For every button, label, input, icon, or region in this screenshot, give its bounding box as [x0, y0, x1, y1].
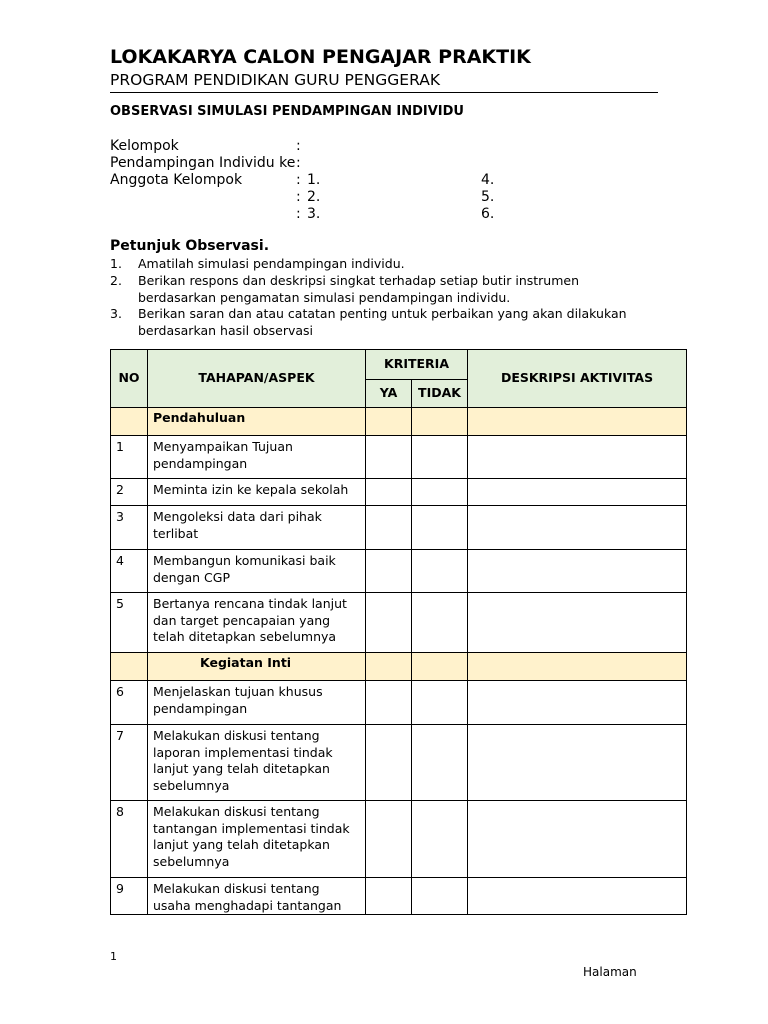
document-subtitle: PROGRAM PENDIDIKAN GURU PENGGERAK: [110, 71, 440, 89]
pendampingan-label: Pendampingan Individu ke: [110, 155, 296, 171]
section-no-cell: [111, 408, 148, 436]
row-ya-cell[interactable]: [366, 550, 412, 593]
table-header-row: [111, 350, 687, 380]
table-row: [111, 725, 687, 801]
observation-table: [110, 349, 687, 915]
table-row: [111, 593, 687, 653]
row-aspek: Menjelaskan tujuan khusus pendampingan: [148, 681, 366, 725]
table-row: [111, 479, 687, 506]
title-divider: [110, 92, 658, 93]
petunjuk-number-2: 2.: [110, 273, 122, 288]
anggota-slot-5: 5.: [481, 189, 495, 205]
anggota-label: Anggota Kelompok: [110, 172, 243, 188]
footer-halaman: Halaman: [583, 965, 637, 979]
row-ya-cell[interactable]: [366, 479, 412, 506]
row-tidak-cell[interactable]: [412, 878, 468, 915]
petunjuk-item-3-line-1: Berikan saran dan atau catatan penting untuk perbaikan yang akan dilakukan: [138, 306, 627, 321]
row-no: 3: [111, 506, 148, 550]
anggota-sep-2: :: [296, 189, 301, 205]
row-tidak-cell[interactable]: [412, 436, 468, 479]
row-ya-cell[interactable]: [366, 725, 412, 801]
row-tidak-cell[interactable]: [412, 725, 468, 801]
row-tidak-cell[interactable]: [412, 593, 468, 653]
row-deskripsi-cell[interactable]: [468, 725, 687, 801]
row-ya-cell[interactable]: [366, 681, 412, 725]
row-aspek: Meminta izin ke kepala sekolah: [148, 479, 366, 506]
row-aspek: Membangun komunikasi baik dengan CGP: [148, 550, 366, 593]
petunjuk-item-1-line-1: Amatilah simulasi pendampingan individu.: [138, 256, 405, 271]
row-deskripsi-cell[interactable]: [468, 479, 687, 506]
section-ya-cell: [366, 408, 412, 436]
anggota-slot-3: 3.: [307, 206, 321, 222]
header-kriteria: KRITERIA: [366, 350, 468, 380]
table-row: [111, 436, 687, 479]
row-no: 7: [111, 725, 148, 801]
petunjuk-item-3-line-2: berdasarkan hasil observasi: [138, 323, 314, 338]
table-row: [111, 878, 687, 915]
kelompok-separator: :: [296, 138, 301, 154]
row-deskripsi-cell[interactable]: [468, 801, 687, 878]
row-aspek: Melakukan diskusi tentang tantangan implementasi tindak lanjut yang telah ditetapkan sebelumnya: [148, 801, 366, 878]
petunjuk-number-3: 3.: [110, 306, 122, 321]
row-no: 6: [111, 681, 148, 725]
section-deskripsi-cell: [468, 408, 687, 436]
row-tidak-cell[interactable]: [412, 479, 468, 506]
row-no: 9: [111, 878, 148, 915]
row-deskripsi-cell[interactable]: [468, 593, 687, 653]
row-ya-cell[interactable]: [366, 801, 412, 878]
row-aspek: Bertanya rencana tindak lanjut dan target pencapaian yang telah ditetapkan sebelumnya: [148, 593, 366, 653]
row-no: 5: [111, 593, 148, 653]
header-no: NO: [111, 350, 148, 408]
page-number: 1: [110, 950, 117, 963]
row-deskripsi-cell[interactable]: [468, 878, 687, 915]
anggota-slot-2: 2.: [307, 189, 321, 205]
section-row-kegiatan-inti: [111, 653, 687, 681]
header-ya: YA: [366, 380, 412, 408]
row-no: 8: [111, 801, 148, 878]
row-aspek: Melakukan diskusi tentang usaha menghadapi tantangan: [148, 878, 366, 915]
row-no: 1: [111, 436, 148, 479]
table-row: [111, 550, 687, 593]
petunjuk-item-2-line-1: Berikan respons dan deskripsi singkat terhadap setiap butir instrumen: [138, 273, 580, 288]
section-ya-cell: [366, 653, 412, 681]
row-tidak-cell[interactable]: [412, 801, 468, 878]
section-tidak-cell: [412, 653, 468, 681]
row-deskripsi-cell[interactable]: [468, 506, 687, 550]
anggota-slot-6: 6.: [481, 206, 495, 222]
row-aspek: Melakukan diskusi tentang laporan implementasi tindak lanjut yang telah ditetapkan sebelumnya: [148, 725, 366, 801]
row-aspek: Menyampaikan Tujuan pendampingan: [148, 436, 366, 479]
section-label-kegiatan-inti: Kegiatan Inti: [148, 653, 366, 681]
row-no: 4: [111, 550, 148, 593]
anggota-sep-3: :: [296, 206, 301, 222]
table-row: [111, 681, 687, 725]
kelompok-label: Kelompok: [110, 138, 179, 154]
row-deskripsi-cell[interactable]: [468, 681, 687, 725]
pendampingan-separator: :: [296, 155, 301, 171]
section-no-cell: [111, 653, 148, 681]
row-tidak-cell[interactable]: [412, 681, 468, 725]
petunjuk-number-1: 1.: [110, 256, 122, 271]
petunjuk-item-2-line-2: berdasarkan pengamatan simulasi pendampingan individu.: [138, 290, 511, 305]
document-title: LOKAKARYA CALON PENGAJAR PRAKTIK: [110, 46, 531, 68]
row-tidak-cell[interactable]: [412, 506, 468, 550]
section-deskripsi-cell: [468, 653, 687, 681]
row-deskripsi-cell[interactable]: [468, 436, 687, 479]
row-aspek: Mengoleksi data dari pihak terlibat: [148, 506, 366, 550]
header-aspek: TAHAPAN/ASPEK: [148, 350, 366, 408]
anggota-slot-4: 4.: [481, 172, 495, 188]
row-ya-cell[interactable]: [366, 436, 412, 479]
row-ya-cell[interactable]: [366, 506, 412, 550]
row-ya-cell[interactable]: [366, 878, 412, 915]
anggota-sep-1: :: [296, 172, 301, 188]
header-deskripsi: DESKRIPSI AKTIVITAS: [468, 350, 687, 408]
section-title: OBSERVASI SIMULASI PENDAMPINGAN INDIVIDU: [110, 104, 464, 119]
anggota-slot-1: 1.: [307, 172, 321, 188]
row-tidak-cell[interactable]: [412, 550, 468, 593]
section-row-pendahuluan: [111, 408, 687, 436]
table-row: [111, 801, 687, 878]
petunjuk-heading: Petunjuk Observasi.: [110, 238, 270, 254]
row-ya-cell[interactable]: [366, 593, 412, 653]
section-tidak-cell: [412, 408, 468, 436]
section-label-pendahuluan: Pendahuluan: [148, 408, 366, 436]
table-row: [111, 506, 687, 550]
row-no: 2: [111, 479, 148, 506]
header-tidak: TIDAK: [412, 380, 468, 408]
row-deskripsi-cell[interactable]: [468, 550, 687, 593]
